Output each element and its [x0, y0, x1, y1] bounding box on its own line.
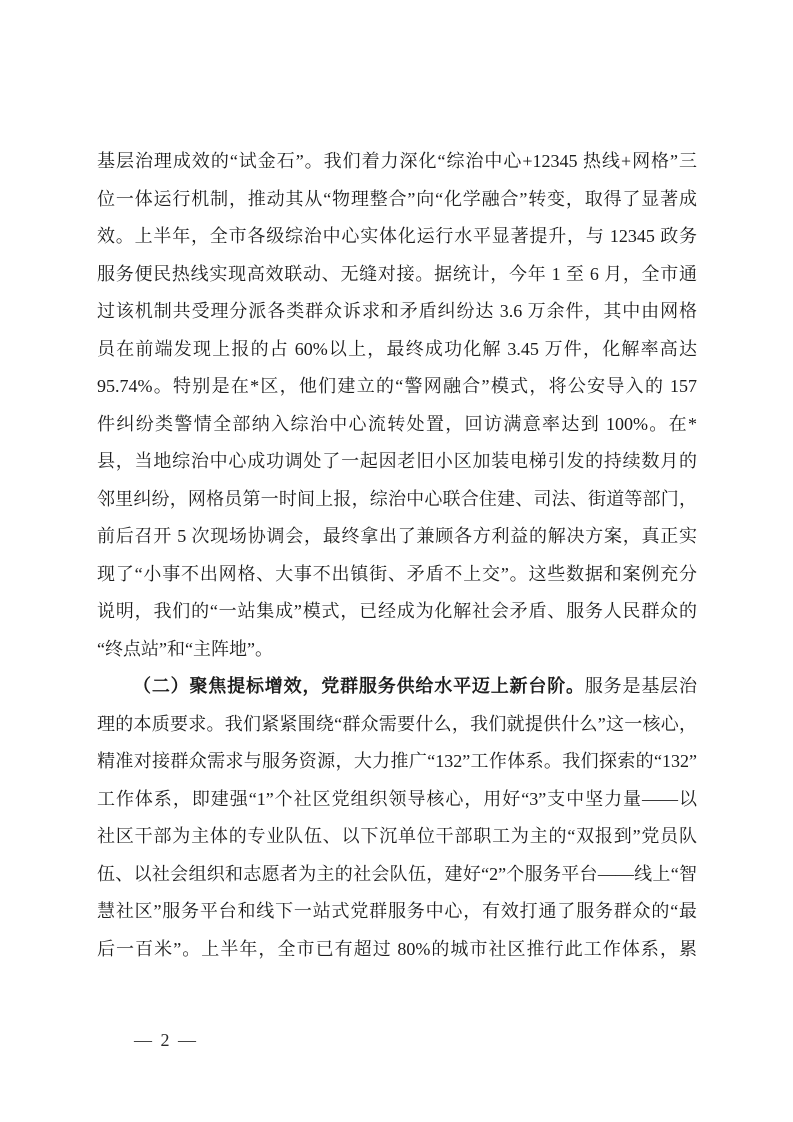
text-line-p1-2: 位一体运行机制，推动其从“物理整合”向“化学融合”转变，取得了显著成 [97, 188, 697, 209]
text-line-p1-12: 现了“小事不出网格、大事不出镇街、矛盾不上交”。这些数据和案例充分 [97, 563, 697, 584]
text-line-p1-7: 95.74%。特别是在*区，他们建立的“警网融合”模式，将公安导入的 157 [97, 376, 697, 396]
text-line-p1-8: 件纠纷类警情全部纳入综治中心流转处置，回访满意率达到 100%。在* [97, 413, 697, 434]
text-line-p2-1: （二）聚焦提标增效，党群服务供给水平迈上新台阶。服务是基层治 [133, 676, 697, 696]
text-line-p2-4: 工作体系，即建强“1”个社区党组织领导核心，用好“3”支中坚力量——以 [97, 788, 697, 809]
text-line-p1-9: 县，当地综治中心成功调处了一起因老旧小区加装电梯引发的持续数月的 [97, 451, 697, 471]
text-line-p2-3: 精准对接群众需求与服务资源，大力推广“132”工作体系。我们探索的“132” [97, 751, 697, 771]
text-line-p2-7: 慧社区”服务平台和线下一站式党群服务中心，有效打通了服务群众的“最 [97, 901, 697, 921]
text-line-p2-6: 伍、以社会组织和志愿者为主的社会队伍，建好“2”个服务平台——线上“智 [97, 863, 697, 884]
text-line-p2-2: 理的本质要求。我们紧紧围绕“群众需要什么，我们就提供什么”这一核心， [97, 713, 697, 734]
text-line-p1-10: 邻里纠纷，网格员第一时间上报，综治中心联合住建、司法、街道等部门， [97, 488, 697, 509]
page-footer [134, 1030, 198, 1051]
text-line-p1-13: 说明，我们的“一站集成”模式，已经成为化解社会矛盾、服务人民群众的 [97, 601, 697, 621]
text-line-p1-5: 过该机制共受理分派各类群众诉求和矛盾纠纷达 3.6 万余件，其中由网格 [97, 301, 697, 321]
section-heading: （二）聚焦提标增效，党群服务供给水平迈上新台阶。 [133, 676, 585, 696]
text-line-p1-1: 基层治理成效的“试金石”。我们着力深化“综治中心+12345 热线+网格”三 [97, 151, 697, 171]
text-line-p1-3: 效。上半年，全市各级综治中心实体化运行水平显著提升，与 12345 政务 [97, 226, 697, 246]
text-body [97, 143, 697, 968]
text-line-p1-11: 前后召开 5 次现场协调会，最终拿出了兼顾各方利益的解决方案，真正实 [97, 526, 697, 546]
text-line-p2-8: 后一百米”。上半年，全市已有超过 80%的城市社区推行此工作体系，累 [97, 938, 697, 959]
text-line-p1-6: 员在前端发现上报的占 60%以上，最终成功化解 3.45 万件，化解率高达 [97, 338, 697, 359]
text-line-p1-14: “终点站”和“主阵地”。 [97, 638, 273, 659]
text-line-p1-4: 服务便民热线实现高效联动、无缝对接。据统计，今年 1 至 6 月，全市通 [97, 263, 697, 284]
page-number: — 2 — [134, 1030, 198, 1050]
text-line-p2-5: 社区干部为主体的专业队伍、以下沉单位干部职工为主的“双报到”党员队 [97, 826, 697, 846]
